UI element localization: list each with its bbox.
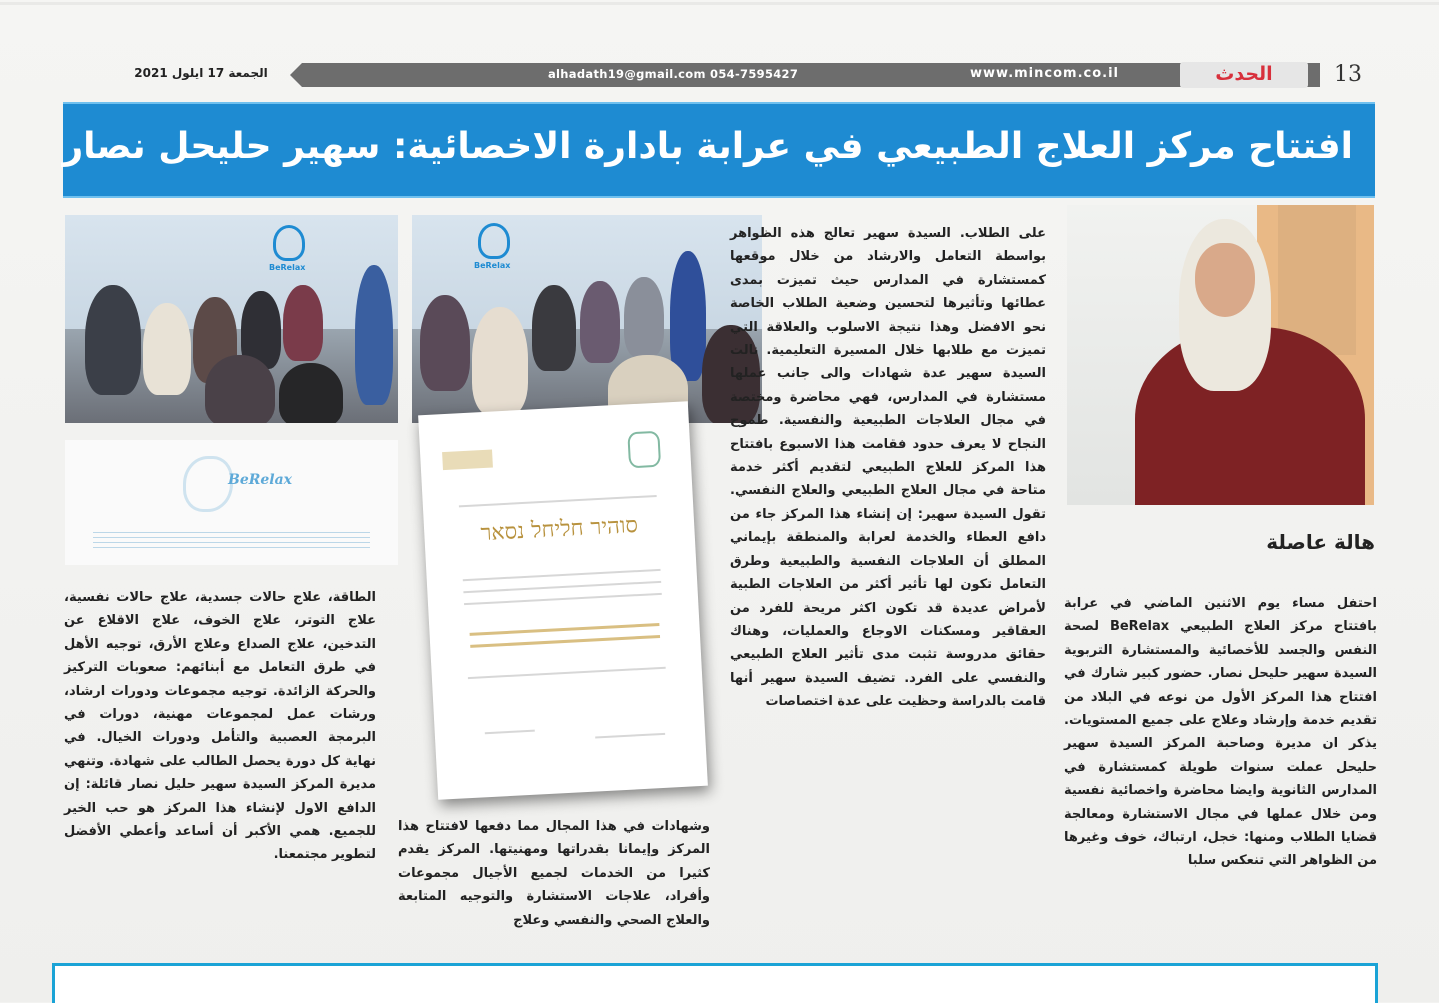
byline: هالة عاصلة (1266, 530, 1375, 554)
contact-info: alhadath19@gmail.com 054-7595427 (548, 67, 799, 81)
column-text: وشهادات في هذا المجال مما دفعها لافتتاح هذا المركز وإيمانا بقدراتها ومهنيتها. المركز يقدم كثيرا من الخدمات لجميع الأجيال مجموعات وأفراد، علاجات الاستشارة والتوجيه المتابعة والعلاج الصحي والنفسي وعلاج (398, 819, 710, 928)
berelax-wall-text: BeRelax (269, 263, 306, 272)
next-article-frame (52, 963, 1378, 1003)
signature-left (485, 730, 535, 735)
group-session-photo-left (65, 215, 398, 423)
article-headline: افتتاح مركز العلاج الطبيعي في عرابة بادارة الاخصائية: سهير حليحل نصار (62, 126, 1353, 167)
certificate-emblem-icon (627, 431, 661, 469)
website-link[interactable]: www.mincom.co.il (970, 66, 1120, 81)
page-header (118, 62, 1373, 90)
berelax-wall-text-2: BeRelax (474, 261, 511, 270)
column-text: على الطلاب. السيدة سهير تعالج هذه الظواهر بواسطة التعامل والارشاد من خلال موقعها كمستشارة في المدارس حيث تميزت بمدى عطائها وتأثيرها لتحسين وضعية الطلاب الخاصة نحو الافضل وهذا نتيجة الاسلوب والعلاقة التي تميزت مع طلابها خلال المسيرة التعليمية. نالت السيدة سهير عدة شهادات والى جانب عملها مستشارة في المدارس، فهي محاضرة ومختصة في مجال العلاجات الطبيعية والنفسية. طموح النجاح لا يعرف حدود فقامت هذا الاسبوع بافتتاح هذا المركز للعلاج الطبيعي لتقديم أكثر خدمة متاحة في مجال العلاج الطبيعي والعلاج النفسي. تقول السيدة سهير: إن إنشاء هذا المركز جاء من دافع العطاء والخدمة لعرابة والمنطقة بإيماني المطلق أن العلاجات النفسية والطبيعية وطرق التعامل تكون لها تأثير أكثر من العلاجات الطبية لأمراض عديدة قد تكون اكثر مريحة للفرد من العقاقير ومسكنات الاوجاع والعمليات، وهناك حقائق مدروسة تثبت مدى تأثير العلاج الطبيعي والنفسي على الفرد. تضيف السيدة سهير أنها قامت بالدراسة وحظيت على عدة اختصاصات (730, 226, 1046, 710)
headline-band (63, 102, 1375, 198)
article-column-3 (398, 815, 710, 932)
top-rule (0, 2, 1439, 5)
newspaper-logo: الحدث (1180, 62, 1308, 88)
column-text: احتفل مساء يوم الاثنين الماضي في عرابة بافتتاح مركز العلاج الطبيعي BeRelax لصحة النفس والجسد للأخصائية والمستشارة التربوية السيدة سهير حليحل نصار. حضور كبير شارك في افتتاح هذا المركز الأول من نوعه في البلاد من تقديم خدمة وإرشاد وعلاج على جميع المستويات. يذكر ان مديرة وصاحبة المركز السيدة سهير حليحل عملت سنوات طويلة كمستشارة في المدارس الثانوية وايضا محاضرة واخصائية نفسية ومن خلال عملها في مجال الاستشارة ومعالجة قضايا الطلاب ومنها: خجل، ارتباك، خوف وغيرها من الظواهر التي تنعكس سلبا (1064, 596, 1377, 869)
berelax-banner (65, 440, 398, 565)
berelax-logo-icon-2 (478, 223, 510, 259)
article-column-4 (64, 586, 376, 867)
group-session-photo-right (412, 215, 762, 423)
certificate-recipient-name: סוהיר חליחל נסאר (480, 512, 639, 547)
certificate-institution-logo (442, 450, 493, 471)
page-number: 13 (1334, 62, 1362, 87)
article-column-1 (1064, 592, 1377, 873)
issue-date: الجمعة 17 ايلول 2021 (134, 66, 268, 80)
certificate-image (418, 401, 708, 800)
column-text: الطاقة، علاج حالات جسدية، علاج حالات نفسية، علاج التوتر، علاج الخوف، علاج الاقلاع عن التدخين، علاج الصداع وعلاج الأرق، توجيه الأهل في طرق التعامل مع أبنائهم: صعوبات التركيز والحركة الزائدة. توجيه مجموعات ودورات ارشاد، ورشات عمل لمجموعات مهنية، دورات في البرمجة العصبية والتأمل ودورات الخيال. في نهاية كل دورة يحصل الطالب على شهادة. وتنهي مديرة المركز السيدة سهير حليل نصار قائلة: إن الدافع الاول لإنشاء هذا المركز هو حب الخير للجميع. همي الأكبر أن أساعد وأعطي الأفضل لتطوير مجتمعنا. (64, 590, 376, 863)
berelax-brand-text: BeRelax (228, 472, 293, 488)
author-portrait (1067, 205, 1374, 505)
berelax-logo-icon (273, 225, 305, 261)
signature-right (595, 733, 665, 739)
article-column-2 (730, 222, 1046, 714)
butterfly-logo-icon (183, 456, 233, 512)
